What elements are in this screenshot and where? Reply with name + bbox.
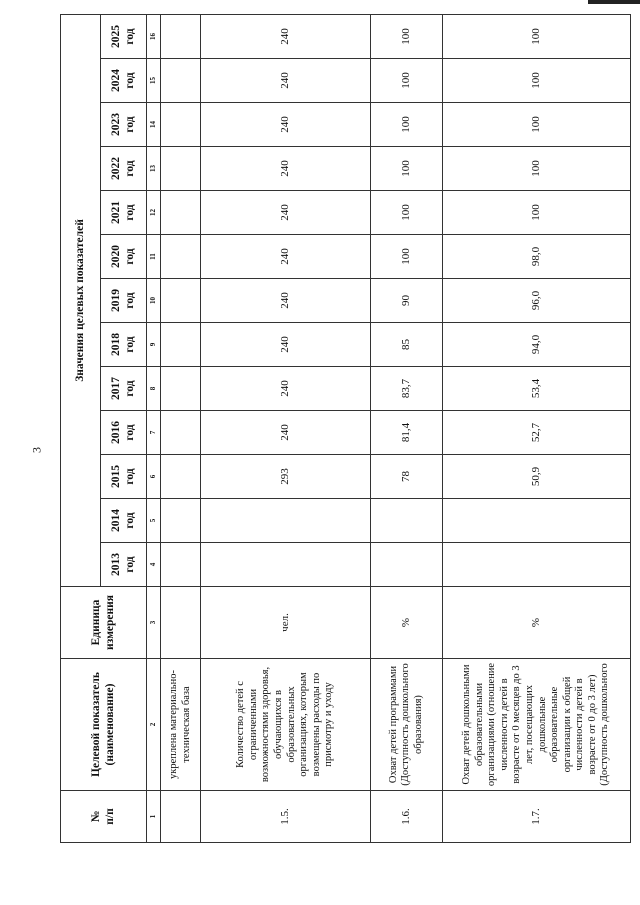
row-number: 1.6. — [371, 791, 443, 843]
header-row-group — [61, 14, 101, 842]
header-year: 2022 год — [101, 147, 147, 191]
value-cell: 240 — [201, 411, 371, 455]
value-cell: 240 — [201, 279, 371, 323]
value-cell — [161, 235, 201, 279]
header-year: 2014 год — [101, 499, 147, 543]
column-number: 12 — [147, 191, 161, 235]
value-cell: 240 — [201, 191, 371, 235]
value-cell: 240 — [201, 59, 371, 103]
table-row — [443, 14, 631, 842]
value-cell — [161, 367, 201, 411]
value-cell: 100 — [443, 59, 631, 103]
value-cell: 98,0 — [443, 235, 631, 279]
value-cell — [161, 103, 201, 147]
indicator-name: Количество детей с ограниченными возможностями здоровья, обучающихся в образовательных организациях, которым возмещены расходы по присмотру и уходу — [201, 659, 371, 791]
value-cell: 100 — [443, 103, 631, 147]
value-cell — [161, 147, 201, 191]
value-cell — [161, 455, 201, 499]
column-number: 14 — [147, 103, 161, 147]
column-number-row — [147, 14, 161, 842]
value-cell: 100 — [371, 147, 443, 191]
value-cell — [161, 279, 201, 323]
value-cell: 100 — [443, 14, 631, 58]
value-cell: 100 — [371, 235, 443, 279]
header-unit: Единица измерения — [61, 587, 147, 659]
header-year: 2016 год — [101, 411, 147, 455]
value-cell: 100 — [371, 59, 443, 103]
column-number: 1 — [147, 791, 161, 843]
value-cell: 81,4 — [371, 411, 443, 455]
value-cell — [161, 59, 201, 103]
value-cell: 240 — [201, 367, 371, 411]
table-row — [371, 14, 443, 842]
value-cell — [201, 499, 371, 543]
column-number: 3 — [147, 587, 161, 659]
value-cell — [201, 543, 371, 587]
value-cell: 53,4 — [443, 367, 631, 411]
column-number: 15 — [147, 59, 161, 103]
value-cell: 90 — [371, 279, 443, 323]
value-cell: 100 — [371, 103, 443, 147]
column-number: 11 — [147, 235, 161, 279]
column-number: 4 — [147, 543, 161, 587]
value-cell: 240 — [201, 323, 371, 367]
header-year: 2015 год — [101, 455, 147, 499]
unit-cell: % — [443, 587, 631, 659]
column-number: 16 — [147, 14, 161, 58]
value-cell — [161, 411, 201, 455]
header-year: 2025 год — [101, 14, 147, 58]
header-year: 2024 год — [101, 59, 147, 103]
column-number: 8 — [147, 367, 161, 411]
unit-cell: % — [371, 587, 443, 659]
row-number: 1.5. — [201, 791, 371, 843]
value-cell: 94,0 — [443, 323, 631, 367]
header-year: 2017 год — [101, 367, 147, 411]
unit-cell — [161, 587, 201, 659]
value-cell: 100 — [443, 191, 631, 235]
table-row — [161, 14, 201, 842]
value-cell — [371, 499, 443, 543]
column-number: 2 — [147, 659, 161, 791]
header-year: 2023 год — [101, 103, 147, 147]
value-cell: 50,9 — [443, 455, 631, 499]
value-cell — [443, 499, 631, 543]
value-cell: 78 — [371, 455, 443, 499]
table-row — [201, 14, 371, 842]
table-body — [161, 14, 631, 842]
value-cell: 240 — [201, 235, 371, 279]
column-number: 9 — [147, 323, 161, 367]
value-cell — [161, 14, 201, 58]
value-cell: 100 — [371, 191, 443, 235]
value-cell: 240 — [201, 14, 371, 58]
value-cell: 100 — [371, 14, 443, 58]
column-number: 10 — [147, 279, 161, 323]
value-cell: 240 — [201, 147, 371, 191]
header-year: 2021 год — [101, 191, 147, 235]
value-cell — [161, 323, 201, 367]
column-number: 13 — [147, 147, 161, 191]
value-cell: 240 — [201, 103, 371, 147]
value-cell: 83,7 — [371, 367, 443, 411]
rotated-table-container — [60, 15, 630, 843]
indicator-name: Охват детей дошкольными образовательными организациями (отношение численности детей в возрасте от 0 месяцев до 3 лет, посещающих дошкольные образовательные организации к общей численности детей в возрасте от 0 до 3 лет) (Доступность дошкольного — [443, 659, 631, 791]
header-num: № п/п — [61, 791, 147, 843]
value-cell — [161, 543, 201, 587]
value-cell — [161, 191, 201, 235]
header-year: 2019 год — [101, 279, 147, 323]
value-cell: 293 — [201, 455, 371, 499]
header-indicator: Целевой показатель (наименование) — [61, 659, 147, 791]
value-cell — [443, 543, 631, 587]
header-year: 2020 год — [101, 235, 147, 279]
scan-edge-mark — [588, 0, 640, 4]
value-cell — [371, 543, 443, 587]
row-number: 1.7. — [443, 791, 631, 843]
column-number: 5 — [147, 499, 161, 543]
row-number — [161, 791, 201, 843]
value-cell: 52,7 — [443, 411, 631, 455]
page-number: 3 — [29, 447, 44, 453]
unit-cell: чел. — [201, 587, 371, 659]
column-number: 7 — [147, 411, 161, 455]
value-cell: 85 — [371, 323, 443, 367]
column-number: 6 — [147, 455, 161, 499]
indicator-name: Охват детей программами (Доступность дошкольного образования) — [371, 659, 443, 791]
indicator-name: укреплена материально-техническая база — [161, 659, 201, 791]
header-values-group: Значения целевых показателей — [61, 14, 101, 586]
header-year: 2018 год — [101, 323, 147, 367]
value-cell: 100 — [443, 147, 631, 191]
value-cell: 96,0 — [443, 279, 631, 323]
value-cell — [161, 499, 201, 543]
target-indicators-table — [60, 14, 631, 843]
header-year: 2013 год — [101, 543, 147, 587]
